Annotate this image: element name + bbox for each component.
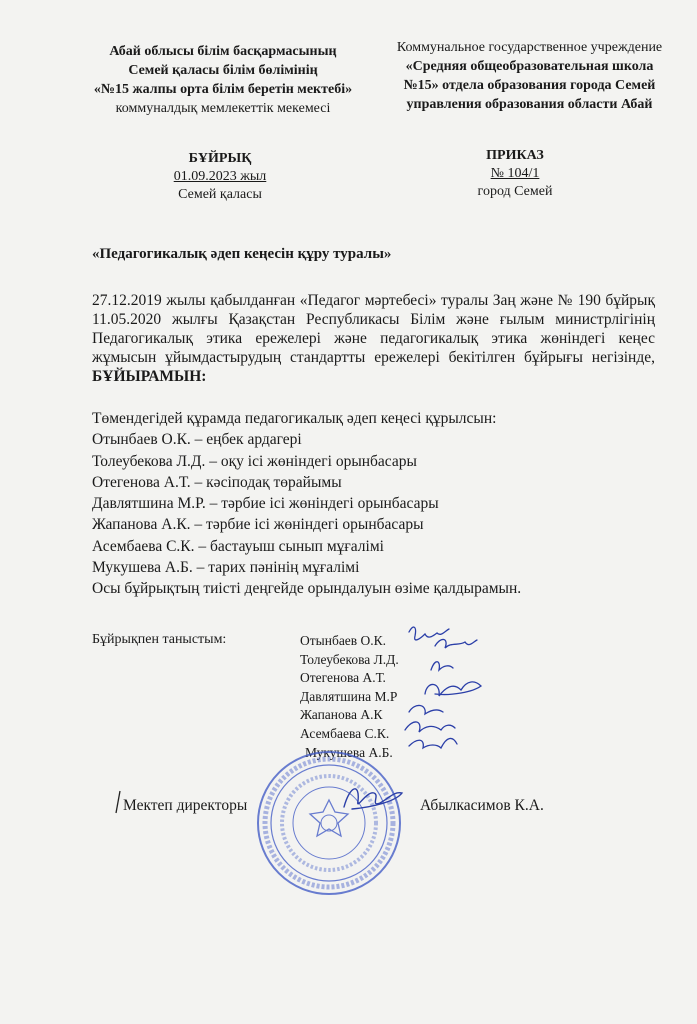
council-list xyxy=(92,408,672,600)
signature-1 xyxy=(409,627,449,640)
acknowledgement-label: Бұйрықпен таныстым: xyxy=(92,632,227,647)
order-body xyxy=(92,291,655,386)
order-kz-city: Семей қаласы xyxy=(178,187,262,202)
margin-tick xyxy=(114,790,122,814)
director-signature xyxy=(338,775,418,825)
order-body-text: 27.12.2019 жылы қабылданған «Педагог мәртебесі» туралы Заң және № 190 бұйрық 11.05.2020 жылғы Қазақстан Республикасы Білім және ғылым министрлігінің Педагогикалық этика ережелері және педагогикалық этика жөніндегі кеңес жұмысын ұйымдастырудың стандартты ережелері бекітілген бұйрығы негізінде, xyxy=(92,292,655,366)
list-item: Давлятшина М.Р. – тәрбие ісі жөніндегі орынбасары xyxy=(92,495,439,513)
acknowledgement-names xyxy=(300,632,399,762)
header-ru-line-1: Коммунальное государственное учреждение xyxy=(396,40,663,55)
ack-name: Давлятшина М.Р xyxy=(300,688,398,704)
order-ru-title: ПРИКАЗ xyxy=(486,148,544,163)
signature-4 xyxy=(425,682,481,696)
list-item: Отынбаев О.К. – еңбек ардагері xyxy=(92,431,302,449)
header-kazakh xyxy=(68,42,378,118)
header-kz-line-2: Семей қаласы білім бөлімінің xyxy=(128,63,318,78)
ack-name: Мукушева А.Б. xyxy=(305,744,393,760)
order-ru-city: город Семей xyxy=(477,184,553,199)
council-intro: Төмендегідей құрамда педагогикалық әдеп кеңесі құрылсын: xyxy=(92,410,497,427)
header-russian xyxy=(372,38,687,114)
signature-5 xyxy=(409,705,443,714)
header-kz-line-3: «№15 жалпы орта білім беретін мектебі» xyxy=(93,82,353,97)
signature-7 xyxy=(409,738,457,748)
header-kz-line-4: коммуналдық мемлекеттік мекемесі xyxy=(115,101,331,116)
header-ru-line-4: управления образования области Абай xyxy=(406,97,653,112)
ack-name: Толеубекова Л.Д. xyxy=(300,651,399,667)
ack-name: Асембаева С.К. xyxy=(300,725,390,741)
director-name: Абылкасимов К.А. xyxy=(420,797,544,814)
list-item: Мукушева А.Б. – тарих пәнінің мұғалімі xyxy=(92,559,360,577)
order-ru-block xyxy=(440,147,590,201)
signature-2 xyxy=(435,639,477,648)
order-kz-title: БҰЙРЫҚ xyxy=(188,151,252,166)
ack-name: Отегенова А.Т. xyxy=(300,670,386,686)
list-item: Толеубекова Л.Д. – оқу ісі жөніндегі орынбасары xyxy=(92,452,417,470)
order-body-emphasis: БҰЙЫРАМЫН: xyxy=(92,368,207,385)
order-kz-date: 01.09.2023 жыл xyxy=(173,169,267,184)
ack-name: Отынбаев О.К. xyxy=(300,633,387,648)
list-item: Жапанова А.К. – тәрбие ісі жөніндегі орынбасары xyxy=(92,516,424,534)
council-closing: Осы бұйрықтың тиісті деңгейде орындалуын өзіме қалдырамын. xyxy=(92,580,522,598)
ack-name: Жапанова А.К xyxy=(300,707,383,723)
header-ru-line-3: №15» отдела образования города Семей xyxy=(403,78,656,93)
order-kz-block xyxy=(140,150,300,204)
director-role: Мектеп директоры xyxy=(123,797,248,814)
signature-6 xyxy=(405,722,455,732)
acknowledgement-signatures xyxy=(395,618,505,758)
order-subject: «Педагогикалық әдеп кеңесін құру туралы» xyxy=(92,246,392,262)
list-item: Асембаева С.К. – бастауыш сынып мұғалімі xyxy=(92,537,384,555)
order-ru-number: № 104/1 xyxy=(490,166,540,181)
list-item: Отегенова А.Т. – кәсіподақ төрайымы xyxy=(92,473,342,491)
header-ru-line-2: «Средняя общеобразовательная школа xyxy=(405,59,654,74)
header-kz-line-1: Абай облысы білім басқармасының xyxy=(109,44,337,59)
signature-3 xyxy=(431,662,453,670)
